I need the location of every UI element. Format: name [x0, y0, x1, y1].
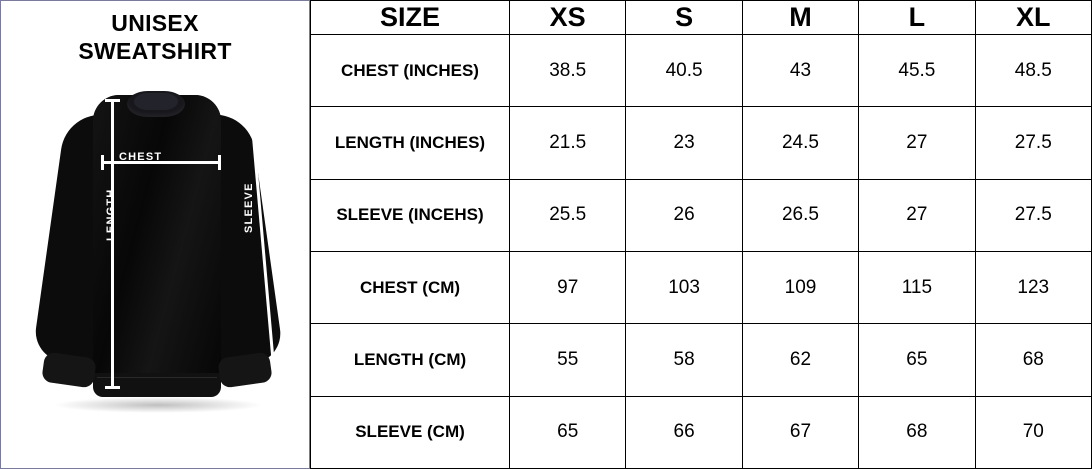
cell-sleeve-cm-xs: 65 [510, 396, 626, 468]
table-row [311, 324, 1092, 396]
cuff-right-shape [217, 352, 273, 389]
cell-sleeve-inches-xs: 25.5 [510, 179, 626, 251]
sleeve-measure-label: SLEEVE [243, 182, 255, 233]
length-arrow-cap-bottom [105, 386, 120, 389]
row-label-sleeve-inches: SLEEVE (INCEHS) [311, 179, 510, 251]
cell-length-inches-l: 27 [859, 107, 975, 179]
cell-length-inches-xs: 21.5 [510, 107, 626, 179]
column-header-size: SIZE [311, 1, 510, 35]
garment-title [1, 1, 309, 65]
cuff-left-shape [41, 352, 97, 389]
cell-chest-inches-l: 45.5 [859, 35, 975, 107]
cell-sleeve-inches-l: 27 [859, 179, 975, 251]
cell-chest-inches-m: 43 [742, 35, 858, 107]
length-arrow-line [111, 99, 114, 389]
cell-length-inches-s: 23 [626, 107, 742, 179]
sweatshirt-graphic [1, 73, 309, 469]
sleeve-arrow-cap-top [243, 103, 258, 106]
row-label-sleeve-cm: SLEEVE (CM) [311, 396, 510, 468]
cell-chest-cm-l: 115 [859, 251, 975, 323]
cell-sleeve-inches-s: 26 [626, 179, 742, 251]
garment-title-line2: SWEATSHIRT [78, 38, 232, 65]
cell-sleeve-cm-l: 68 [859, 396, 975, 468]
cell-length-cm-xl: 68 [975, 324, 1091, 396]
cell-chest-inches-xs: 38.5 [510, 35, 626, 107]
sweatshirt-illustration [1, 73, 309, 469]
cell-sleeve-cm-m: 67 [742, 396, 858, 468]
column-header-s: S [626, 1, 742, 35]
column-header-xl: XL [975, 1, 1091, 35]
size-table-head [311, 1, 1092, 35]
row-label-chest-cm: CHEST (CM) [311, 251, 510, 323]
length-arrow-cap-top [105, 99, 120, 102]
size-table [310, 0, 1092, 469]
chest-measure-label: CHEST [119, 151, 163, 163]
cell-chest-inches-xl: 48.5 [975, 35, 1091, 107]
drop-shadow [53, 397, 263, 413]
length-measure-label: LENGTH [105, 188, 117, 241]
cell-sleeve-cm-xl: 70 [975, 396, 1091, 468]
column-header-xs: XS [510, 1, 626, 35]
table-row [311, 107, 1092, 179]
column-header-m: M [742, 1, 858, 35]
garment-panel [0, 0, 310, 469]
row-label-length-inches: LENGTH (INCHES) [311, 107, 510, 179]
chest-arrow-cap-right [218, 155, 221, 170]
cell-length-cm-l: 65 [859, 324, 975, 396]
table-header-row [311, 1, 1092, 35]
sleeve-arrow-cap-bottom [269, 409, 284, 412]
cell-length-inches-m: 24.5 [742, 107, 858, 179]
cell-chest-cm-xl: 123 [975, 251, 1091, 323]
neckline-inner-shape [134, 93, 178, 110]
table-row [311, 179, 1092, 251]
cell-chest-cm-m: 109 [742, 251, 858, 323]
column-header-l: L [859, 1, 975, 35]
row-label-chest-inches: CHEST (INCHES) [311, 35, 510, 107]
hem-line [97, 377, 217, 378]
table-row [311, 396, 1092, 468]
size-table-body [311, 35, 1092, 469]
cell-length-inches-xl: 27.5 [975, 107, 1091, 179]
table-row [311, 251, 1092, 323]
table-row [311, 35, 1092, 107]
cell-chest-cm-xs: 97 [510, 251, 626, 323]
cell-chest-inches-s: 40.5 [626, 35, 742, 107]
chest-arrow-cap-left [101, 155, 104, 170]
cell-chest-cm-s: 103 [626, 251, 742, 323]
size-table-container [310, 0, 1092, 469]
cell-sleeve-inches-xl: 27.5 [975, 179, 1091, 251]
cell-sleeve-cm-s: 66 [626, 396, 742, 468]
row-label-length-cm: LENGTH (CM) [311, 324, 510, 396]
cell-length-cm-m: 62 [742, 324, 858, 396]
garment-title-line1: UNISEX [111, 10, 199, 36]
cell-length-cm-xs: 55 [510, 324, 626, 396]
cell-sleeve-inches-m: 26.5 [742, 179, 858, 251]
cell-length-cm-s: 58 [626, 324, 742, 396]
